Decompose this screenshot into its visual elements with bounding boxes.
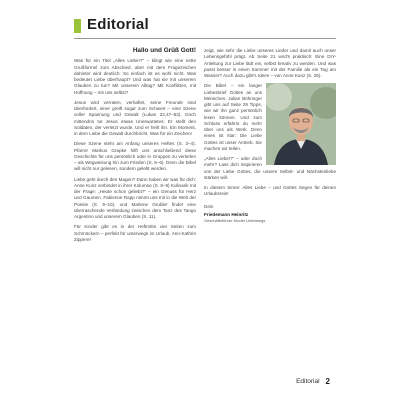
- magazine-page: [64, 8, 340, 396]
- paragraph: Was für ein Titel „Alles Liebe!?“ – klingt wie eine nette Grußformel zum Abschied, aber mit dem Fragezeichen dahinter wird deutlich: So einfach ist es wohl nicht. Was bedeutet Liebe überhaupt? Und was hat sie mit unserem Glauben zu tun? Mit unserem Alltag? Mit Konflikten, mit Hoffnung – mit uns selbst?: [74, 58, 196, 95]
- paragraph: Liebe geht durch den Magen? Dann haben wir was für dich: Anne Kunz verbindet in ihrer Kolumne (S. 8–9) Kulinarik mit der Frage: „Heute schon geliebt?“ – ein Genuss für Herz und Gaumen. Fabienne Rapp nimmt uns mit in die Welt der Poesie (S. 9–10), und Marlene Grubler findet eine überraschende Verbindung zwischen dem Tanz des Tango Argentino und unserem Glauben (S. 11).: [74, 176, 196, 219]
- signature-title: Geschäftsführer Kinder Unterwegs: [204, 218, 266, 223]
- paragraph: Für Kinder gibt es in der Heftmitte vier Seiten zum Schmöckern – perfekt für unterwegs im Urlaub. Ann-Kathrin Zipperer: [74, 224, 196, 242]
- right-column: [204, 48, 336, 224]
- paragraph: Jesus wird verraten, verhaftet, seine Freunde sind überfordert, einer greift sogar zum Schwert – eine Szene voller Spannung und Gewalt (Lukas 22,47–53). Doch mittendrin tut Jesus etwas Unerwartetes: Er stellt den Soldaten, der verletzt wurde. Und er heilt ihn. Ein Moment, in dem Liebe die Gewalt durchbricht. Was für ein Zeichen!: [74, 99, 196, 136]
- paragraph: zeigt, wie sehr die Liebe unseres Lieder und damit auch unser Lebensgefühl prägt. Ab Seite 21 wird's praktisch: Eine DIY-Anleitung zur Liebe lädt ein, selbst kreativ zu werden. Und was passt besser in einen Sommer mit der Familie als ein Tag am Wasser? Auch dazu gibt's Ideen – von Anne Kunz (S. 26).: [204, 48, 336, 78]
- author-photo: [266, 83, 336, 165]
- signature-block: [204, 204, 336, 225]
- paragraph: „Alles Liebe!?“ – oder doch mehr? Lass dich inspirieren von der Liebe Gottes, die unsere Selbst- und Nächstenliebe stärken will.: [204, 156, 336, 180]
- header: [74, 16, 336, 38]
- paragraph: Die Bibel – ein langer Liebesbrief Gottes an uns Menschen. Julian Böhringer gibt uns auf Seite 29 Tipps, wie wir ihn ganz persönlich lesen können. Und zum Schluss erfährst du mehr über uns als Werk. Denn eines ist klar: Die Liebe Gottes ist unser Antrieb. Sie machen wir teilen.: [204, 83, 262, 151]
- header-rule: [74, 38, 336, 39]
- page-title: Editorial: [87, 16, 149, 33]
- left-column: [74, 48, 196, 247]
- signature-name: Friedemann Heinritz: [204, 211, 249, 217]
- footer-section: Editorial: [296, 378, 320, 385]
- page-number: 2: [325, 377, 330, 386]
- greeting: Hallo und Grüß Gott!: [132, 47, 196, 54]
- paragraph: Diese Szene steht am Anfang unseres Heftes (S. 3–4). Pfarrer Markus Grapke hilft uns anschließend diese Geschichte für uns persönlich oder in Gruppen zu vertiefen – als Wegweisung hin zum Frieden (S. 5–6). Denn die Bibel will nicht nur gelesen, sondern gelebt werden.: [74, 141, 196, 172]
- closing: Dein: [204, 203, 214, 209]
- paragraph: In diesem Sinne: Alles Liebe – und Gottes Segen für deinen Urlaubsreis!: [204, 185, 336, 197]
- portrait-icon: [266, 83, 336, 165]
- accent-bar: [74, 19, 81, 33]
- page-footer: [296, 377, 330, 386]
